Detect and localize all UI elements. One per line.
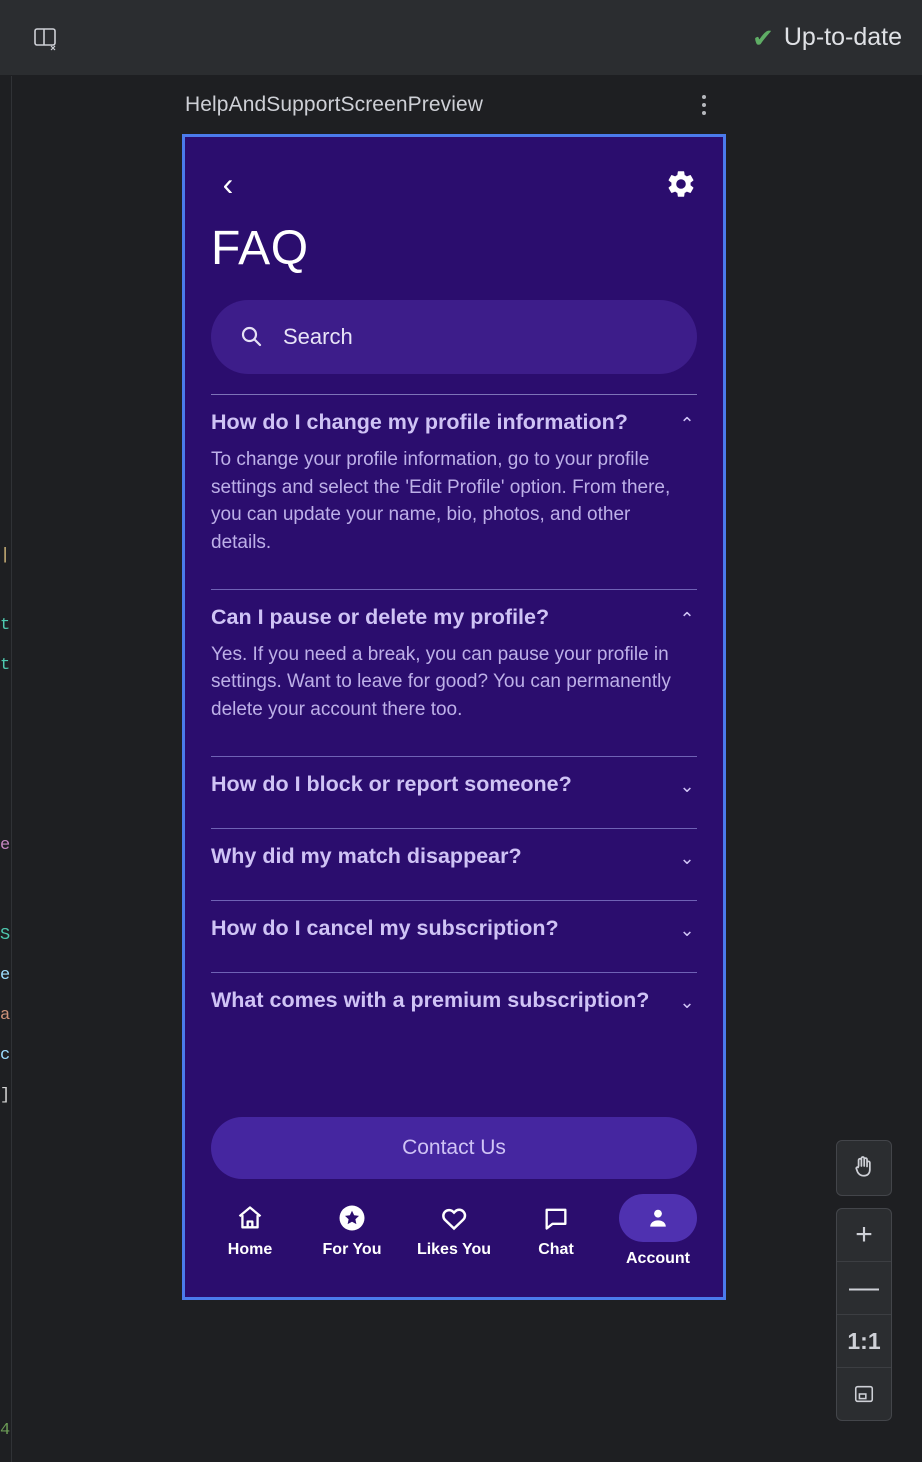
spacer xyxy=(211,734,697,756)
nav-label: Likes You xyxy=(416,1241,492,1258)
nav-label: Home xyxy=(227,1241,273,1258)
faq-question: Why did my match disappear? xyxy=(211,843,522,868)
app-topbar xyxy=(185,137,723,213)
kebab-menu-icon[interactable] xyxy=(691,90,717,120)
faq-question-row[interactable] xyxy=(211,409,697,436)
faq-question: Can I pause or delete my profile? xyxy=(211,604,550,629)
chevron-up-icon[interactable]: ⌃ xyxy=(679,608,695,629)
faq-screen xyxy=(185,137,723,1297)
preview-title: HelpAndSupportScreenPreview xyxy=(185,93,484,116)
nav-label: Account xyxy=(626,1250,690,1267)
chevron-down-icon[interactable]: ⌄ xyxy=(679,919,695,940)
chevron-down-icon[interactable]: ⌄ xyxy=(679,775,695,796)
faq-question-row[interactable] xyxy=(211,771,697,798)
code-fragment: t xyxy=(0,656,11,675)
build-status[interactable] xyxy=(752,23,902,52)
zoom-ratio-label[interactable]: 1:1 xyxy=(847,1327,881,1354)
zoom-in-button[interactable]: + xyxy=(855,1218,873,1251)
preview-header xyxy=(185,90,717,120)
nav-label: For You xyxy=(322,1241,382,1258)
code-fragment: c xyxy=(0,1046,11,1065)
contact-section xyxy=(185,1103,723,1179)
nav-item-for-you[interactable] xyxy=(306,1203,398,1259)
zoom-out-button[interactable]: — xyxy=(849,1271,879,1304)
faq-item[interactable] xyxy=(211,756,697,828)
fit-screen-icon[interactable] xyxy=(837,1368,891,1420)
faq-question-row[interactable] xyxy=(211,604,697,631)
contact-us-button[interactable]: Contact Us xyxy=(211,1117,697,1179)
chevron-up-icon[interactable]: ⌃ xyxy=(679,414,695,434)
code-fragment: S xyxy=(0,926,11,945)
build-status-label: Up-to-date xyxy=(783,23,902,51)
hand-pan-icon xyxy=(851,1153,877,1184)
chat-bubble-icon xyxy=(541,1203,571,1233)
search-icon xyxy=(239,324,265,350)
pan-tool-button[interactable] xyxy=(836,1140,892,1196)
spacer xyxy=(211,567,697,589)
faq-question-row[interactable] xyxy=(211,915,697,942)
faq-question: How do I cancel my subscription? xyxy=(211,915,559,940)
faq-item[interactable] xyxy=(211,589,697,734)
faq-answer: To change your profile information, go to your profile settings and select the 'Edit Profile' option. From there, you can update your name, bio, photos, and other details. xyxy=(211,448,671,554)
code-fragment: e xyxy=(0,836,11,855)
ide-toolbar xyxy=(0,0,922,76)
code-fragment: t xyxy=(0,616,11,635)
check-icon: ✔ xyxy=(752,22,774,53)
search-placeholder: Search xyxy=(283,324,353,349)
faq-question-row[interactable] xyxy=(211,987,697,1014)
bottom-nav xyxy=(185,1179,723,1297)
code-fragment: e xyxy=(0,966,11,985)
code-fragment: | xyxy=(0,546,11,565)
star-circle-icon xyxy=(337,1203,367,1233)
preview-device-frame[interactable] xyxy=(182,134,726,1300)
faq-question: What comes with a premium subscription? xyxy=(211,987,650,1012)
zoom-controls xyxy=(836,1208,892,1421)
faq-item[interactable] xyxy=(211,394,697,567)
person-icon xyxy=(619,1194,697,1242)
gear-icon[interactable] xyxy=(665,168,697,200)
chevron-down-icon[interactable]: ⌄ xyxy=(679,847,695,868)
editor-gutter-strip xyxy=(0,76,12,1462)
heart-icon xyxy=(439,1203,469,1233)
code-fragment: ] xyxy=(0,1086,11,1105)
nav-label: Chat xyxy=(538,1241,574,1258)
faq-item[interactable] xyxy=(211,972,697,1024)
faq-item[interactable] xyxy=(211,900,697,972)
faq-question-row[interactable] xyxy=(211,843,697,870)
search-input[interactable] xyxy=(211,300,697,374)
chevron-down-icon[interactable]: ⌄ xyxy=(679,991,695,1012)
faq-answer: Yes. If you need a break, you can pause your profile in settings. Want to leave for good? You can permanently delete your account there too. xyxy=(211,643,671,721)
back-chevron-icon[interactable]: ‹ xyxy=(222,166,234,202)
page-title: FAQ xyxy=(211,222,309,275)
home-icon xyxy=(235,1203,265,1233)
faq-question: How do I block or report someone? xyxy=(211,771,572,796)
nav-item-likes-you[interactable] xyxy=(408,1203,500,1259)
code-fragment: 4 xyxy=(0,1421,11,1440)
faq-item[interactable] xyxy=(211,828,697,900)
nav-item-chat[interactable] xyxy=(510,1203,602,1259)
code-fragment: a xyxy=(0,1006,11,1025)
nav-item-home[interactable] xyxy=(204,1203,296,1259)
faq-question: How do I change my profile information? xyxy=(211,410,628,434)
layout-panels-icon[interactable] xyxy=(30,23,60,53)
faq-list[interactable] xyxy=(211,394,697,1103)
nav-item-account[interactable] xyxy=(612,1194,704,1268)
